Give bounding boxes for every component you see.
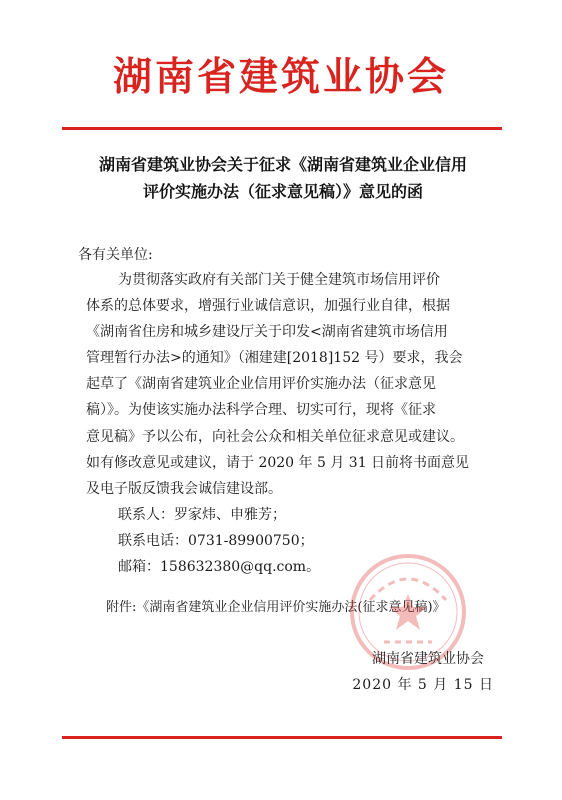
body-line-9: 及电子版反馈我会诚信建设部。 [86,480,282,497]
masthead-divider [62,127,502,130]
contact-phone: 联系电话：0731-89900750； [118,532,314,549]
body-line-8: 如有修改意见或建议，请于 2020 年 5 月 31 日前将书面意见 [86,454,470,471]
body-line-2: 体系的总体要求，增强行业诚信意识，加强行业自律，根据 [86,298,450,315]
body-line-7: 意见稿》予以公布，向社会公众和相关单位征求意见或建议。 [86,428,464,445]
masthead-title: 湖南省建筑业协会 [112,55,449,100]
body-line-4: 管理暂行办法>的通知》（湘建建[2018]152 号）要求，我会 [86,350,463,367]
body-line-5: 起草了《湖南省建筑业企业信用评价实施办法（征求意见 [86,376,436,393]
body-line-1: 为贯彻落实政府有关部门关于健全建筑市场信用评价 [118,272,440,288]
contact-person: 联系人：罗家炜、申雅芳； [118,506,286,523]
letter-body [86,267,496,580]
contact-email: 邮箱：158632380@qq.com。 [118,559,321,576]
salutation: 各有关单位: [78,247,153,263]
body-line-3: 《湖南省住房和城乡建设厅关于印发<湖南省建筑市场信用 [86,324,448,341]
letter-title-line-1: 湖南省建筑业协会关于征求《湖南省建筑业企业信用 [98,155,467,174]
letter-title [60,151,506,205]
attachment-note: 附件:《湖南省建筑业企业信用评价实施办法(征求意见稿)》 [106,600,446,615]
signature-date: 2020 年 5 月 15 日 [352,677,494,693]
letter-title-line-2: 评价实施办法（征求意见稿）》意见的函 [142,182,423,201]
body-line-6: 稿）》。为使该实施办法科学合理、切实可行，现将《征求 [86,402,436,419]
footer-divider [62,736,502,739]
signature-organization: 湖南省建筑业协会 [372,651,484,667]
signature-block [352,646,494,698]
